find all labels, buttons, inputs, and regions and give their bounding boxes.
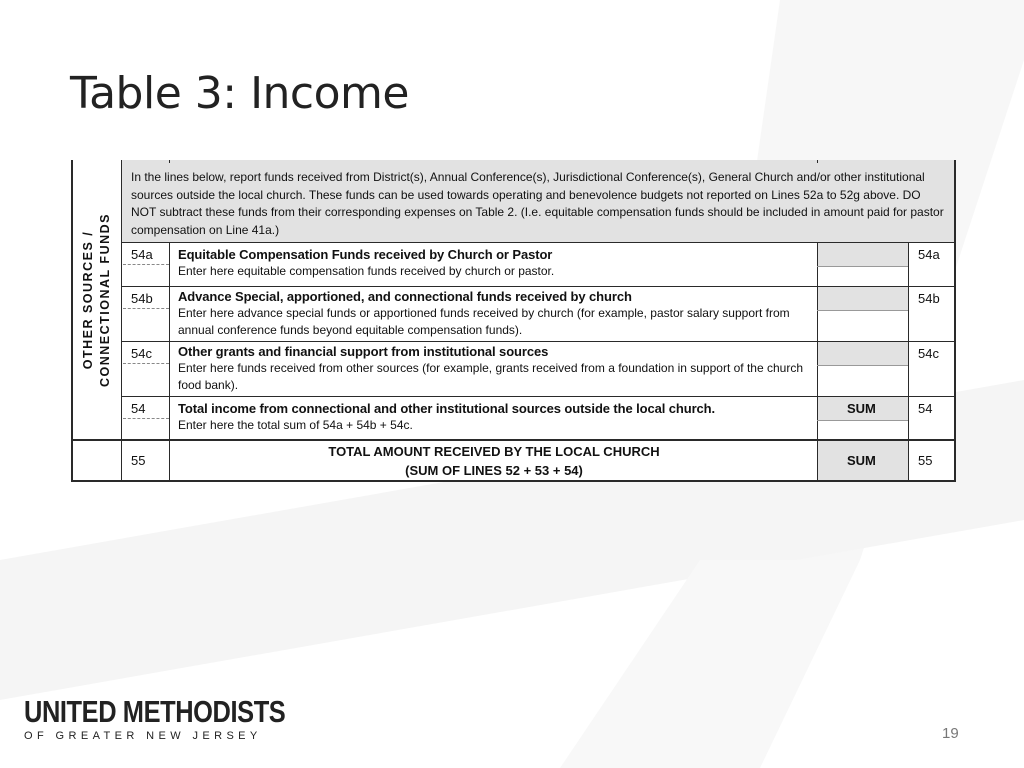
line-number: 54b xyxy=(131,291,153,306)
line-code: 54c xyxy=(918,346,939,361)
row-54a xyxy=(178,246,808,280)
line-code: 54a xyxy=(918,247,940,262)
intro-text: In the lines below, report funds received from District(s), Annual Conference(s), Jurisdictional Conference(s), General Church and/or other institutional sources outside the local church. These funds can be used towards operating and benevolence budgets not reported on Lines 52a to 52g above. DO NOT subtract these funds from their corresponding expenses on Table 2. (I.e. equitable compensation funds should be included in amount paid for pastor compensation on Line 41a.) xyxy=(131,170,944,237)
input-54b[interactable] xyxy=(817,286,908,310)
line-number: 54 xyxy=(131,401,146,416)
row-title: Advance Special, apportioned, and connectional funds received by church xyxy=(178,289,632,304)
sum-label: SUM xyxy=(847,453,876,468)
row-54c xyxy=(178,343,808,394)
line-code: 55 xyxy=(918,453,933,468)
row-title: Other grants and financial support from institutional sources xyxy=(178,344,549,359)
input-54a[interactable] xyxy=(817,242,908,266)
line-number: 54c xyxy=(131,346,152,361)
section-label xyxy=(71,160,122,440)
row-description: Enter here equitable compensation funds received by church or pastor. xyxy=(178,264,555,278)
line-number: 55 xyxy=(131,453,146,468)
section-label-line2: CONNECTIONAL FUNDS xyxy=(97,213,112,387)
page-title: Table 3: Income xyxy=(70,68,409,119)
page-number: 19 xyxy=(942,725,959,742)
line-code: 54b xyxy=(918,291,940,306)
line-number: 54a xyxy=(131,247,153,262)
row-title: Equitable Compensation Funds received by Church or Pastor xyxy=(178,247,553,262)
row-title: Total income from connectional and other institutional sources outside the local church. xyxy=(178,401,716,416)
row-description: Enter here funds received from other sources (for example, grants received from a foundation in support of the church food bank). xyxy=(178,361,803,392)
input-54c[interactable] xyxy=(817,341,908,365)
logo-sub-text: OF GREATER NEW JERSEY xyxy=(24,730,262,742)
row-54b xyxy=(178,288,808,339)
total-label-line1: TOTAL AMOUNT RECEIVED BY THE LOCAL CHURCH xyxy=(328,444,660,459)
total-label xyxy=(171,442,817,480)
section-label-line1: OTHER SOURCES / xyxy=(80,230,95,370)
row-description: Enter here advance special funds or apportioned funds received by church (for example, pastor salary support from annual conference funds beyond equitable compensation funds). xyxy=(178,306,790,337)
total-label-line2: (SUM OF LINES 52 + 53 + 54) xyxy=(405,463,583,478)
organization-logo xyxy=(24,694,343,742)
logo-main-text: UNITED METHODISTS xyxy=(24,694,286,729)
income-form-table xyxy=(71,160,956,482)
row-description: Enter here the total sum of 54a + 54b + 54c. xyxy=(178,418,413,432)
sum-label: SUM xyxy=(847,401,876,416)
line-code: 54 xyxy=(918,401,933,416)
row-54 xyxy=(178,400,814,434)
